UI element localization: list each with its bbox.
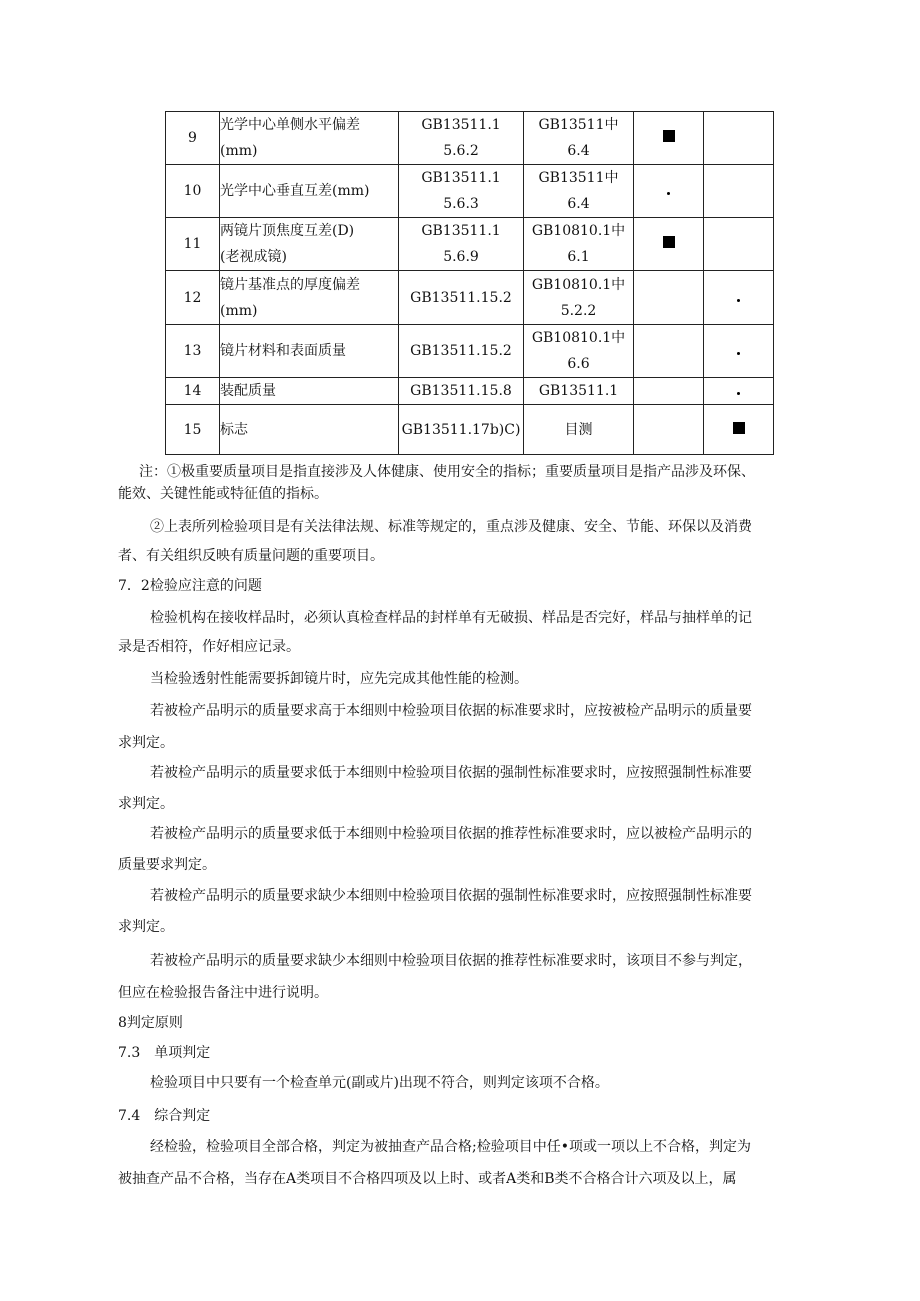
item-name-line: 标志 — [220, 421, 248, 438]
item-number-cell: 15 — [166, 405, 220, 455]
note-1-line-1: 注：①极重要质量项目是指直接涉及人体健康、使用安全的指标；重要质量项目是指产品涉及环保、 — [139, 464, 755, 480]
para-3-line-1: 若被检产品明示的质量要求高于本细则中检验项目依据的标准要求时，应按被检产品明示的质量要 — [150, 703, 752, 719]
para-9-line-2: 被抽查产品不合格，当存在A类项目不合格四项及以上时、或者A类和B类不合格合计六项及以上，属 — [118, 1171, 737, 1187]
table-row — [166, 325, 774, 378]
item-method-cell — [399, 112, 524, 165]
item-method-cell — [399, 271, 524, 325]
item-number-cell: 11 — [166, 218, 220, 271]
item-method-line: GB13511.1 — [421, 170, 501, 186]
para-7-line-2: 但应在检验报告备注中进行说明。 — [118, 985, 328, 1001]
para-4-line-1: 若被检产品明示的质量要求低于本细则中检验项目依据的强制性标准要求时，应按照强制性标准要 — [150, 765, 752, 781]
section-8-heading: 8判定原则 — [118, 1015, 183, 1031]
critical-mark-cell — [634, 325, 704, 378]
important-mark-cell — [704, 165, 774, 218]
dot-mark-icon — [737, 352, 740, 355]
item-basis-cell — [524, 112, 634, 165]
item-name-cell — [220, 218, 399, 271]
important-mark-cell — [704, 271, 774, 325]
critical-mark-cell — [634, 378, 704, 405]
item-method-line: 5.6.3 — [443, 196, 479, 212]
inspection-table — [165, 111, 774, 455]
para-8: 检验项目中只要有一个检查单元(副或片)出现不符合，则判定该项不合格。 — [150, 1075, 609, 1091]
critical-mark-cell — [634, 271, 704, 325]
para-6-line-2: 求判定。 — [118, 919, 174, 935]
item-number-cell: 10 — [166, 165, 220, 218]
para-6-line-1: 若被检产品明示的质量要求缺少本细则中检验项目依据的强制性标准要求时，应按照强制性标准要 — [150, 888, 752, 904]
critical-mark-cell — [634, 218, 704, 271]
note-2-line-2: 者、有关组织反映有质量问题的重要项目。 — [118, 548, 384, 564]
dot-mark-icon — [667, 192, 670, 195]
note-2-line-1: ②上表所列检验项目是有关法律法规、标准等规定的，重点涉及健康、安全、节能、环保以及消费 — [150, 519, 752, 535]
item-method-cell — [399, 378, 524, 405]
item-basis-cell — [524, 218, 634, 271]
table-row — [166, 112, 774, 165]
item-name-line: 镜片材料和表面质量 — [220, 343, 346, 359]
note-1-line-2: 能效、关键性能或特征值的指标。 — [118, 486, 328, 502]
item-name-line: (mm) — [220, 143, 258, 159]
item-method-line: 5.6.2 — [443, 143, 479, 159]
item-basis-cell — [524, 271, 634, 325]
item-name-line: 镜片基准点的厚度偏差 — [220, 276, 360, 293]
item-method-cell — [399, 325, 524, 378]
item-name-line: 装配质量 — [220, 383, 276, 399]
para-4-line-2: 求判定。 — [118, 796, 174, 812]
item-basis-line: 6.6 — [567, 356, 590, 372]
item-name-cell — [220, 405, 399, 455]
item-basis-line: 6.4 — [567, 143, 590, 159]
table-row — [166, 218, 774, 271]
table-row — [166, 271, 774, 325]
section-7-3-heading: 7.3 单项判定 — [118, 1045, 211, 1061]
item-number-cell: 12 — [166, 271, 220, 325]
item-method-line: GB13511.15.8 — [410, 383, 512, 399]
table-row — [166, 165, 774, 218]
item-basis-line: GB10810.1中 — [531, 276, 626, 293]
square-mark-icon — [733, 422, 745, 434]
item-basis-line: 目测 — [564, 421, 593, 438]
para-2: 当检验透射性能需要拆卸镜片时，应先完成其他性能的检测。 — [150, 671, 528, 687]
item-name-cell — [220, 325, 399, 378]
square-mark-icon — [663, 130, 675, 142]
item-method-cell — [399, 405, 524, 455]
para-7-line-1: 若被检产品明示的质量要求缺少本细则中检验项目依据的推荐性标准要求时，该项目不参与判定， — [150, 953, 752, 969]
item-name-cell — [220, 378, 399, 405]
critical-mark-cell — [634, 112, 704, 165]
item-basis-cell — [524, 378, 634, 405]
para-1-line-1: 检验机构在接收样品时，必须认真检查样品的封样单有无破损、样品是否完好，样品与抽样单的记 — [150, 610, 752, 626]
critical-mark-cell — [634, 405, 704, 455]
item-basis-cell — [524, 405, 634, 455]
item-number-cell: 13 — [166, 325, 220, 378]
item-method-line: GB13511.15.2 — [410, 343, 512, 359]
item-method-cell — [399, 218, 524, 271]
table-row — [166, 405, 774, 455]
item-method-line: GB13511.15.2 — [410, 289, 512, 306]
dot-mark-icon — [737, 392, 740, 395]
item-basis-line: GB13511.1 — [538, 383, 619, 399]
para-5-line-2: 质量要求判定。 — [118, 857, 216, 873]
item-basis-line: GB10810.1中 — [531, 330, 626, 346]
inspection-table-body — [166, 112, 774, 455]
item-method-line: GB13511.17b)C) — [401, 421, 521, 438]
item-name-cell — [220, 112, 399, 165]
section-7-2-heading: 7．2检验应注意的问题 — [118, 578, 262, 594]
dot-mark-icon — [737, 299, 740, 302]
item-basis-line: 6.1 — [567, 249, 590, 265]
important-mark-cell — [704, 112, 774, 165]
item-method-line: 5.6.9 — [443, 249, 479, 265]
item-number-cell: 14 — [166, 378, 220, 405]
item-name-cell — [220, 271, 399, 325]
item-basis-cell — [524, 165, 634, 218]
item-basis-line: GB13511中 — [538, 117, 619, 133]
item-basis-cell — [524, 325, 634, 378]
important-mark-cell — [704, 218, 774, 271]
item-basis-line: 6.4 — [567, 196, 590, 212]
important-mark-cell — [704, 378, 774, 405]
table-row — [166, 378, 774, 405]
item-basis-line: 5.2.2 — [560, 302, 597, 319]
square-mark-icon — [663, 236, 675, 248]
item-method-line: GB13511.1 — [421, 223, 501, 239]
para-3-line-2: 求判定。 — [118, 735, 174, 751]
para-5-line-1: 若被检产品明示的质量要求低于本细则中检验项目依据的推荐性标准要求时，应以被检产品明示的 — [150, 826, 752, 842]
critical-mark-cell — [634, 165, 704, 218]
item-name-line: 两镜片顶焦度互差(D) — [220, 223, 355, 239]
item-name-line: (老视成镜) — [220, 249, 287, 265]
item-name-line: (mm) — [220, 302, 258, 319]
item-name-line: 光学中心单侧水平偏差 — [220, 117, 360, 133]
important-mark-cell — [704, 325, 774, 378]
item-basis-line: GB13511中 — [538, 170, 619, 186]
item-method-cell — [399, 165, 524, 218]
important-mark-cell — [704, 405, 774, 455]
item-name-cell — [220, 165, 399, 218]
para-9-line-1: 经检验，检验项目全部合格，判定为被抽查产品合格;检验项目中任•项或一项以上不合格，判定为 — [150, 1139, 751, 1155]
section-7-4-heading: 7.4 综合判定 — [118, 1108, 211, 1124]
item-method-line: GB13511.1 — [421, 117, 501, 133]
para-1-line-2: 录是否相符，作好相应记录。 — [118, 639, 300, 655]
item-basis-line: GB10810.1中 — [531, 223, 626, 239]
item-number-cell: 9 — [166, 112, 220, 165]
item-name-line: 光学中心垂直互差(mm) — [220, 183, 370, 199]
